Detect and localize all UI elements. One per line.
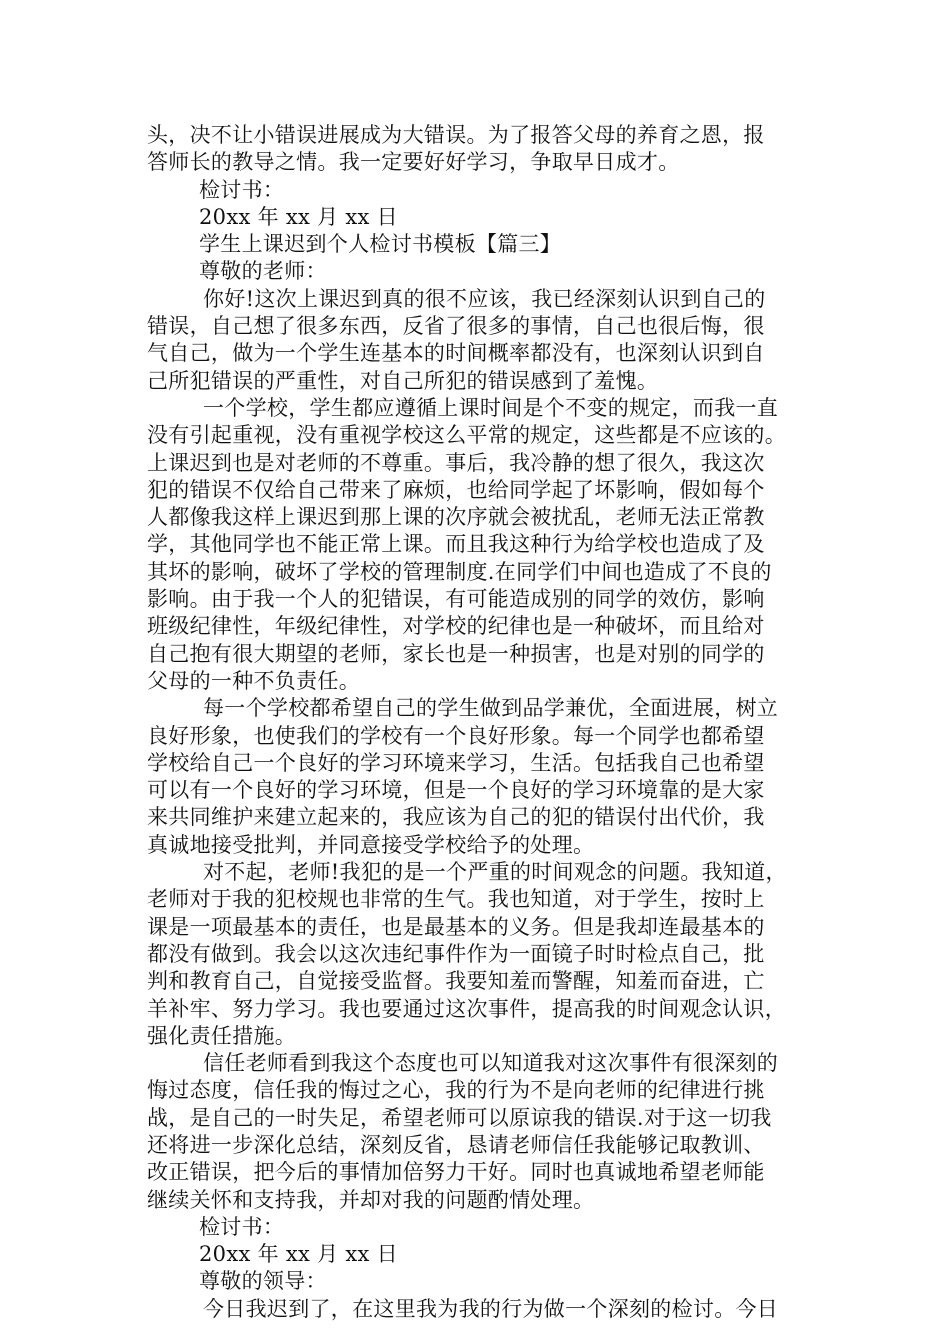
text-line: 20xx 年 xx 月 xx 日 xyxy=(199,204,398,229)
text-line: 战，是自己的一时失足，希望老师可以原谅我的错误.对于这一切我 xyxy=(147,1105,772,1130)
text-line: 来共同维护来建立起来的，我应该为自己的犯的错误付出代价，我 xyxy=(147,805,765,830)
text-line: 良好形象，也使我们的学校有一个良好形象。每一个同学也都希望 xyxy=(147,723,765,748)
text-line: 尊敬的老师： xyxy=(199,259,327,284)
text-line: 头，决不让小错误进展成为大错误。为了报答父母的养育之恩，报 xyxy=(147,123,765,147)
text-line: 学校给自己一个良好的学习环境来学习，生活。包括我自己也希望 xyxy=(147,750,765,775)
text-line: 气自己，做为一个学生连基本的时间概率都没有，也深刻认识到自 xyxy=(147,341,765,366)
text-line: 检讨书： xyxy=(199,177,285,202)
text-line: 犯的错误不仅给自己带来了麻烦，也给同学起了坏影响，假如每个 xyxy=(147,477,765,502)
text-line: 没有引起重视，没有重视学校这么平常的规定，这些都是不应该的。 xyxy=(147,423,786,448)
text-line: 悔过态度，信任我的悔过之心，我的行为不是向老师的纪律进行挑 xyxy=(147,1078,765,1103)
text-line: 父母的一种不负责任。 xyxy=(147,668,360,693)
text-line: 老师对于我的犯校规也非常的生气。我也知道，对于学生，按时上 xyxy=(147,887,765,912)
text-line: 20xx 年 xx 月 xx 日 xyxy=(199,1242,398,1267)
text-line: 课是一项最基本的责任，也是最基本的义务。但是我却连最基本的 xyxy=(147,914,765,939)
text-line: 信任老师看到我这个态度也可以知道我对这次事件有很深刻的 xyxy=(203,1051,779,1076)
text-line: 其坏的影响，破坏了学校的管理制度.在同学们中间也造成了不良的 xyxy=(147,559,772,584)
text-line: 上课迟到也是对老师的不尊重。事后，我冷静的想了很久，我这次 xyxy=(147,450,765,475)
text-line: 错误，自己想了很多东西，反省了很多的事情，自己也很后悔，很 xyxy=(147,314,765,339)
text-line: 每一个学校都希望自己的学生做到品学兼优，全面进展，树立 xyxy=(203,696,779,721)
text-line: 都没有做到。我会以这次违纪事件作为一面镜子时时检点自己，批 xyxy=(147,941,765,966)
text-line: 还将进一步深化总结，深刻反省，恳请老师信任我能够记取教训、 xyxy=(147,1132,765,1157)
text-line: 一个学校，学生都应遵循上课时间是个不变的规定，而我一直 xyxy=(203,395,779,420)
text-line: 学生上课迟到个人检讨书模板【篇三】 xyxy=(199,232,562,257)
text-line: 今日我迟到了，在这里我为我的行为做一个深刻的检讨。今日 xyxy=(203,1296,779,1321)
text-line: 你好!这次上课迟到真的很不应该，我已经深刻认识到自己的 xyxy=(203,286,766,311)
text-line: 对不起，老师!我犯的是一个严重的时间观念的问题。我知道， xyxy=(203,860,787,885)
text-line: 尊敬的领导： xyxy=(199,1269,327,1294)
text-line: 羊补牢、努力学习。我也要通过这次事件，提高我的时间观念认识， xyxy=(147,996,786,1021)
text-line: 班级纪律性，年级纪律性，对学校的纪律也是一种破坏，而且给对 xyxy=(147,614,765,639)
text-line: 判和教育自己，自觉接受监督。我要知羞而警醒，知羞而奋进，亡 xyxy=(147,969,765,994)
text-line: 人都像我这样上课迟到那上课的次序就会被扰乱，老师无法正常教 xyxy=(147,505,765,530)
text-line: 学，其他同学也不能正常上课。而且我这种行为给学校也造成了及 xyxy=(147,532,765,557)
text-line: 真诚地接受批判，并同意接受学校给予的处理。 xyxy=(147,832,595,857)
text-line: 继续关怀和支持我，并却对我的问题酌情处理。 xyxy=(147,1187,595,1212)
text-line: 影响。由于我一个人的犯错误，有可能造成别的同学的效仿，影响 xyxy=(147,587,765,612)
text-line: 自己抱有很大期望的老师，家长也是一种损害，也是对别的同学的 xyxy=(147,641,765,666)
text-line: 强化责任措施。 xyxy=(147,1023,297,1048)
text-line: 检讨书： xyxy=(199,1214,285,1239)
document-body xyxy=(147,122,827,1323)
text-line: 可以有一个良好的学习环境，但是一个良好的学习环境靠的是大家 xyxy=(147,778,765,803)
text-line: 己所犯错误的严重性，对自己所犯的错误感到了羞愧。 xyxy=(147,368,659,393)
text-line: 答师长的教导之情。我一定要好好学习，争取早日成才。 xyxy=(147,150,680,175)
text-line: 改正错误，把今后的事情加倍努力干好。同时也真诚地希望老师能 xyxy=(147,1160,765,1185)
